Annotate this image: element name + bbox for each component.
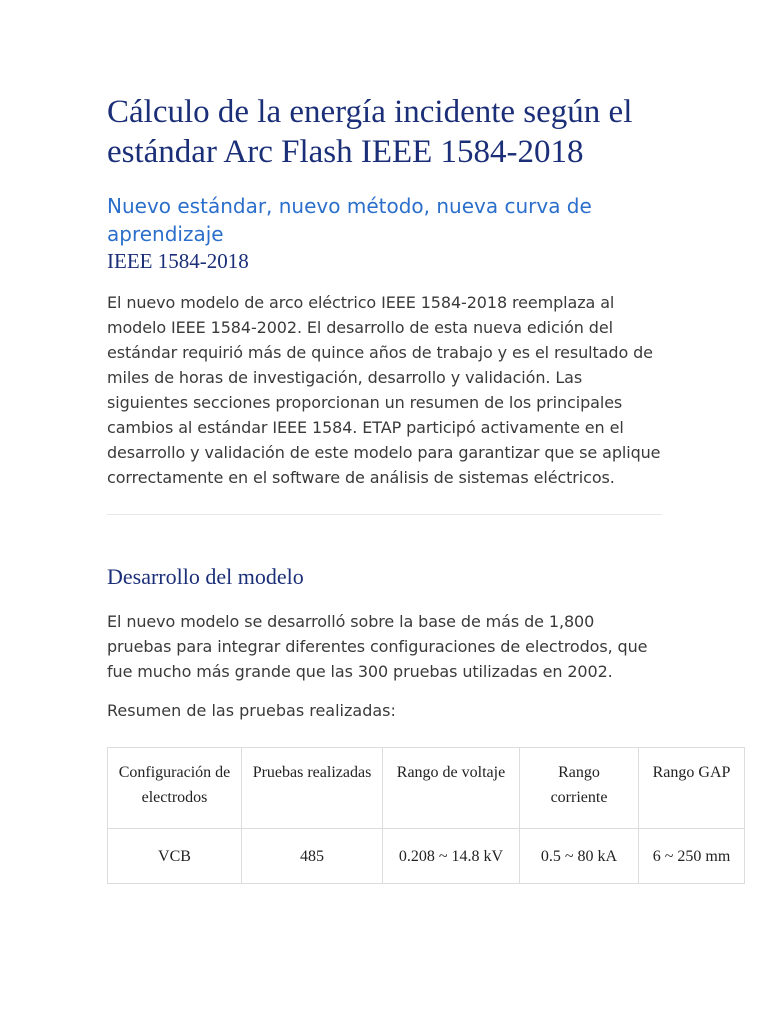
table-header-row bbox=[108, 748, 745, 829]
table-caption: Resumen de las pruebas realizadas: bbox=[107, 701, 396, 720]
divider bbox=[107, 514, 662, 515]
table-cell: 485 bbox=[242, 829, 383, 884]
subtitle: Nuevo estándar, nuevo método, nueva curva de aprendizaje bbox=[107, 194, 592, 246]
table-cell: 6 ~ 250 mm bbox=[639, 829, 745, 884]
intro-paragraph: El nuevo modelo de arco eléctrico IEEE 1584-2018 reemplaza al modelo IEEE 1584-2002. El desarrollo de esta nueva edición del estándar requirió más de quince años de trabajo y es el resultado de miles de horas de investigación, desarrollo y validación. Las siguientes secciones proporcionan un resumen de los principales cambios al estándar IEEE 1584. ETAP participó activamente en el desarrollo y validación de este modelo para garantizar que se aplique correctamente en el software de análisis de sistemas eléctricos. bbox=[107, 293, 661, 487]
table-cell: VCB bbox=[108, 829, 242, 884]
page-title: Cálculo de la energía incidente según el estándar Arc Flash IEEE 1584-2018 bbox=[107, 94, 633, 170]
section-paragraph: El nuevo modelo se desarrolló sobre la base de más de 1,800 pruebas para integrar diferentes configuraciones de electrodos, que fue mucho más grande que las 300 pruebas utilizadas en 2002. bbox=[107, 612, 648, 681]
table-cell: 0.5 ~ 80 kA bbox=[520, 829, 639, 884]
article bbox=[107, 92, 662, 723]
header-cell: Rango de voltaje bbox=[383, 748, 520, 829]
table-row bbox=[108, 829, 745, 884]
header-cell: Pruebas realizadas bbox=[242, 748, 383, 829]
subtitle-standard: IEEE 1584-2018 bbox=[107, 249, 249, 273]
tests-table bbox=[107, 747, 745, 884]
header-cell: Rango corriente bbox=[520, 748, 639, 829]
header-cell: Rango GAP bbox=[639, 748, 745, 829]
header-cell: Configuración de electrodos bbox=[108, 748, 242, 829]
table-cell: 0.208 ~ 14.8 kV bbox=[383, 829, 520, 884]
section-heading: Desarrollo del modelo bbox=[107, 564, 304, 589]
